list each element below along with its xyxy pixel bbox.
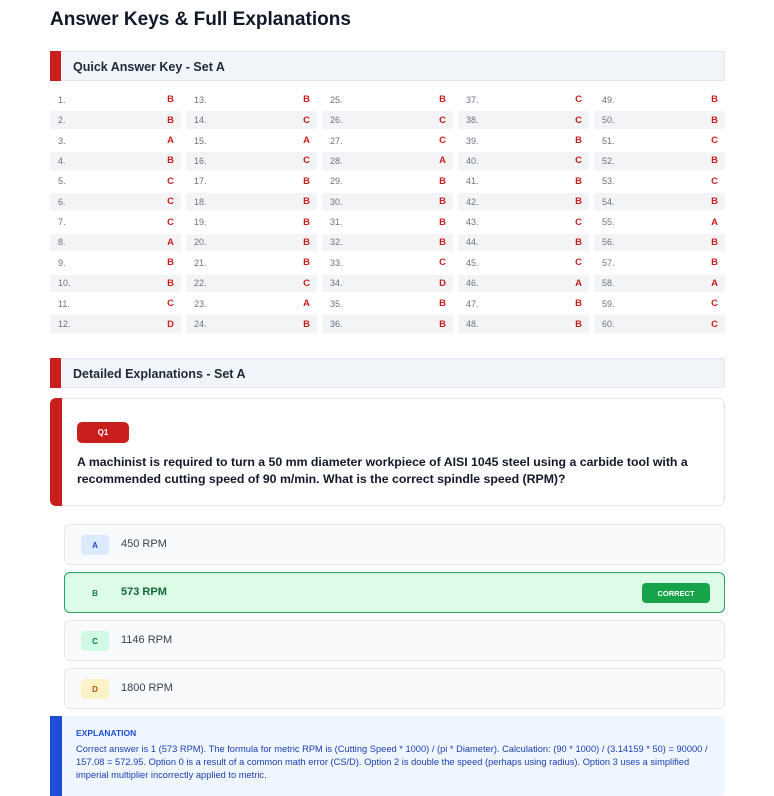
answer-letter: B bbox=[439, 236, 446, 248]
answer-key-item bbox=[50, 152, 181, 170]
answer-key-item bbox=[186, 193, 317, 211]
answer-key-item bbox=[186, 213, 317, 231]
answer-letter: C bbox=[711, 135, 718, 147]
answer-letter: C bbox=[167, 298, 174, 310]
answer-key-item bbox=[186, 91, 317, 109]
answer-letter: B bbox=[575, 196, 582, 208]
question-number: 24. bbox=[194, 319, 207, 330]
question-number: 14. bbox=[194, 115, 207, 126]
answer-key-item bbox=[458, 193, 589, 211]
answer-key-header bbox=[50, 51, 725, 81]
answer-letter: B bbox=[303, 318, 310, 330]
option-c[interactable] bbox=[64, 620, 725, 661]
answer-key-item bbox=[322, 234, 453, 252]
option-b-correct[interactable] bbox=[64, 572, 725, 613]
answer-letter: A bbox=[167, 236, 174, 248]
option-letter: A bbox=[81, 535, 109, 555]
answer-letter: B bbox=[439, 175, 446, 187]
answer-key-item bbox=[50, 173, 181, 191]
answer-letter: B bbox=[575, 236, 582, 248]
answer-letter: B bbox=[711, 155, 718, 167]
answer-key-item bbox=[458, 315, 589, 333]
answer-letter: C bbox=[711, 175, 718, 187]
answer-letter: C bbox=[303, 114, 310, 126]
answer-key-item bbox=[458, 111, 589, 129]
answer-letter: B bbox=[303, 257, 310, 269]
question-number: 46. bbox=[466, 278, 479, 289]
answer-letter: C bbox=[303, 277, 310, 289]
question-number: 3. bbox=[58, 135, 66, 146]
answer-key-item bbox=[50, 213, 181, 231]
question-number: 4. bbox=[58, 155, 66, 166]
question-number: 35. bbox=[330, 298, 343, 309]
answer-letter: B bbox=[439, 216, 446, 228]
answer-letter: C bbox=[303, 155, 310, 167]
answer-key-item bbox=[458, 152, 589, 170]
option-a[interactable] bbox=[64, 524, 725, 565]
question-number: 59. bbox=[602, 298, 615, 309]
answer-letter: B bbox=[575, 318, 582, 330]
question-number: 58. bbox=[602, 278, 615, 289]
answer-key-item bbox=[594, 254, 725, 272]
answer-letter: C bbox=[575, 114, 582, 126]
question-number: 39. bbox=[466, 135, 479, 146]
answer-key-item bbox=[186, 295, 317, 313]
answer-key-item bbox=[322, 91, 453, 109]
answer-key-item bbox=[458, 275, 589, 293]
option-letter: B bbox=[92, 588, 98, 598]
answer-key-item bbox=[322, 193, 453, 211]
question-number: 53. bbox=[602, 176, 615, 187]
answer-letter: B bbox=[439, 298, 446, 310]
question-number: 60. bbox=[602, 319, 615, 330]
answer-key-title: Quick Answer Key - Set A bbox=[73, 60, 225, 74]
answer-letter: C bbox=[439, 257, 446, 269]
answer-letter: C bbox=[711, 298, 718, 310]
question-number: 41. bbox=[466, 176, 479, 187]
answer-letter: B bbox=[439, 196, 446, 208]
answer-key-item bbox=[594, 193, 725, 211]
question-number-badge: Q1 bbox=[77, 422, 129, 443]
answer-key-item bbox=[186, 173, 317, 191]
answer-key-item bbox=[594, 152, 725, 170]
answer-key-item bbox=[186, 275, 317, 293]
answer-letter: B bbox=[711, 236, 718, 248]
answer-key-item bbox=[50, 193, 181, 211]
answer-key-item bbox=[594, 111, 725, 129]
question-accent-bar bbox=[50, 398, 62, 506]
answer-key-item bbox=[594, 91, 725, 109]
answer-key-item bbox=[322, 275, 453, 293]
answer-key-item bbox=[594, 295, 725, 313]
question-number: 48. bbox=[466, 319, 479, 330]
question-number: 28. bbox=[330, 155, 343, 166]
question-number: 9. bbox=[58, 257, 66, 268]
answer-letter: B bbox=[711, 114, 718, 126]
explanation-accent-bar bbox=[50, 716, 62, 796]
question-card bbox=[50, 398, 725, 506]
answer-letter: B bbox=[711, 94, 718, 106]
question-number: 51. bbox=[602, 135, 615, 146]
answer-key-item bbox=[458, 254, 589, 272]
question-number: 16. bbox=[194, 155, 207, 166]
question-number: 7. bbox=[58, 217, 66, 228]
answer-letter: B bbox=[167, 277, 174, 289]
explanations-title: Detailed Explanations - Set A bbox=[73, 367, 246, 381]
explanation-box bbox=[50, 716, 725, 796]
answer-letter: B bbox=[167, 155, 174, 167]
option-d[interactable] bbox=[64, 668, 725, 709]
answer-key-item bbox=[186, 111, 317, 129]
answer-letter: B bbox=[303, 94, 310, 106]
answer-key-item bbox=[50, 315, 181, 333]
question-number: 43. bbox=[466, 217, 479, 228]
answer-letter: C bbox=[439, 114, 446, 126]
answer-letter: C bbox=[575, 155, 582, 167]
answer-key-item bbox=[458, 295, 589, 313]
question-number: 30. bbox=[330, 196, 343, 207]
answer-key-item bbox=[186, 315, 317, 333]
question-number: 45. bbox=[466, 257, 479, 268]
question-number: 54. bbox=[602, 196, 615, 207]
answer-key-grid bbox=[50, 91, 725, 336]
question-number: 17. bbox=[194, 176, 207, 187]
answer-letter: A bbox=[303, 298, 310, 310]
answer-key-item bbox=[594, 234, 725, 252]
question-number: 25. bbox=[330, 94, 343, 105]
answer-key-item bbox=[458, 91, 589, 109]
answer-key-item bbox=[322, 213, 453, 231]
question-number: 26. bbox=[330, 115, 343, 126]
answer-letter: B bbox=[303, 196, 310, 208]
answer-key-item bbox=[458, 132, 589, 150]
question-number: 44. bbox=[466, 237, 479, 248]
answer-key-item bbox=[50, 254, 181, 272]
question-number: 55. bbox=[602, 217, 615, 228]
question-number: 37. bbox=[466, 94, 479, 105]
answer-key-item bbox=[322, 173, 453, 191]
question-number: 42. bbox=[466, 196, 479, 207]
answer-key-item bbox=[594, 213, 725, 231]
question-number: 38. bbox=[466, 115, 479, 126]
answer-letter: C bbox=[575, 94, 582, 106]
question-number: 2. bbox=[58, 115, 66, 126]
answer-letter: B bbox=[303, 175, 310, 187]
answer-letter: B bbox=[711, 196, 718, 208]
question-number: 22. bbox=[194, 278, 207, 289]
question-number: 11. bbox=[58, 298, 70, 309]
question-number: 56. bbox=[602, 237, 615, 248]
answer-letter: B bbox=[167, 257, 174, 269]
answer-letter: B bbox=[439, 318, 446, 330]
question-number: 20. bbox=[194, 237, 207, 248]
question-number: 8. bbox=[58, 237, 66, 248]
answer-letter: B bbox=[575, 135, 582, 147]
question-number: 52. bbox=[602, 155, 615, 166]
question-number: 34. bbox=[330, 278, 343, 289]
answer-key-item bbox=[50, 234, 181, 252]
question-number: 5. bbox=[58, 176, 66, 187]
answer-key-item bbox=[594, 315, 725, 333]
answer-letter: B bbox=[167, 114, 174, 126]
section-accent-bar bbox=[50, 51, 61, 81]
question-number: 36. bbox=[330, 319, 343, 330]
question-number: 13. bbox=[194, 94, 207, 105]
question-number: 15. bbox=[194, 135, 207, 146]
question-number: 57. bbox=[602, 257, 615, 268]
question-number: 49. bbox=[602, 94, 615, 105]
page-title: Answer Keys & Full Explanations bbox=[50, 9, 351, 30]
answer-letter: A bbox=[575, 277, 582, 289]
answer-letter: B bbox=[575, 298, 582, 310]
explanation-title: EXPLANATION bbox=[76, 728, 137, 738]
option-text: 1800 RPM bbox=[121, 682, 173, 694]
answer-key-item bbox=[186, 152, 317, 170]
question-number: 19. bbox=[194, 217, 207, 228]
question-number: 10. bbox=[58, 278, 71, 289]
option-text: 450 RPM bbox=[121, 538, 167, 550]
question-number: 6. bbox=[58, 196, 66, 207]
answer-key-item bbox=[594, 173, 725, 191]
question-number: 18. bbox=[194, 196, 207, 207]
answer-key-item bbox=[186, 132, 317, 150]
answer-letter: B bbox=[303, 216, 310, 228]
question-number: 12. bbox=[58, 319, 71, 330]
section-accent-bar bbox=[50, 358, 61, 388]
answer-key-item bbox=[50, 91, 181, 109]
answer-letter: C bbox=[167, 216, 174, 228]
answer-letter: B bbox=[167, 94, 174, 106]
option-text: 1146 RPM bbox=[121, 634, 173, 646]
answer-letter: D bbox=[439, 277, 446, 289]
answer-key-item bbox=[186, 234, 317, 252]
question-number: 47. bbox=[466, 298, 479, 309]
answer-letter: C bbox=[575, 216, 582, 228]
answer-letter: B bbox=[711, 257, 718, 269]
answer-key-item bbox=[322, 152, 453, 170]
question-number: 27. bbox=[330, 135, 343, 146]
answer-letter: B bbox=[575, 175, 582, 187]
answer-key-item bbox=[322, 254, 453, 272]
answer-letter: D bbox=[167, 318, 174, 330]
answer-key-item bbox=[322, 315, 453, 333]
answer-key-item bbox=[50, 111, 181, 129]
question-number: 31. bbox=[330, 217, 343, 228]
answer-letter: C bbox=[575, 257, 582, 269]
answer-key-item bbox=[594, 275, 725, 293]
correct-badge: CORRECT bbox=[642, 583, 710, 603]
answer-key-item bbox=[458, 173, 589, 191]
answer-key-item bbox=[322, 295, 453, 313]
answer-letter: A bbox=[711, 216, 718, 228]
answer-key-item bbox=[50, 275, 181, 293]
question-number: 32. bbox=[330, 237, 343, 248]
question-text: A machinist is required to turn a 50 mm diameter workpiece of AISI 1045 steel using a carbide tool with a recommended cutting speed of 90 m/min. What is the correct spindle speed (RPM)? bbox=[77, 455, 688, 486]
explanation-text: Correct answer is 1 (573 RPM). The formula for metric RPM is (Cutting Speed * 1000) / (pi * Diameter). Calculation: (90 * 1000) / (3.14159 * 50) = 90000 / 157.08 = 572.95. Option 0 is a result of a common math error (CS/D). Option 2 is double the speed (perhaps using radius). Option 3 uses a simplified imperial multiplier incorrectly applied to metric. bbox=[76, 744, 708, 780]
option-letter: D bbox=[81, 679, 109, 699]
option-letter: C bbox=[81, 631, 109, 651]
question-number: 50. bbox=[602, 115, 615, 126]
question-number: 33. bbox=[330, 257, 343, 268]
answer-letter: A bbox=[711, 277, 718, 289]
answer-key-item bbox=[50, 295, 181, 313]
answer-key-item bbox=[50, 132, 181, 150]
question-number: 1. bbox=[58, 94, 66, 105]
answer-letter: A bbox=[439, 155, 446, 167]
question-number: 21. bbox=[194, 257, 207, 268]
answer-key-item bbox=[594, 132, 725, 150]
answer-key-item bbox=[322, 132, 453, 150]
answer-key-item bbox=[322, 111, 453, 129]
explanations-header bbox=[50, 358, 725, 388]
answer-letter: A bbox=[167, 135, 174, 147]
question-number: 29. bbox=[330, 176, 343, 187]
answer-letter: B bbox=[303, 236, 310, 248]
answer-key-item bbox=[458, 213, 589, 231]
question-number: 23. bbox=[194, 298, 207, 309]
option-text: 573 RPM bbox=[121, 586, 167, 598]
answer-letter: C bbox=[711, 318, 718, 330]
answer-letter: C bbox=[439, 135, 446, 147]
answer-key-item bbox=[186, 254, 317, 272]
answer-letter: A bbox=[303, 135, 310, 147]
question-number: 40. bbox=[466, 155, 479, 166]
answer-letter: C bbox=[167, 196, 174, 208]
answer-letter: C bbox=[167, 175, 174, 187]
answer-key-item bbox=[458, 234, 589, 252]
answer-letter: B bbox=[439, 94, 446, 106]
